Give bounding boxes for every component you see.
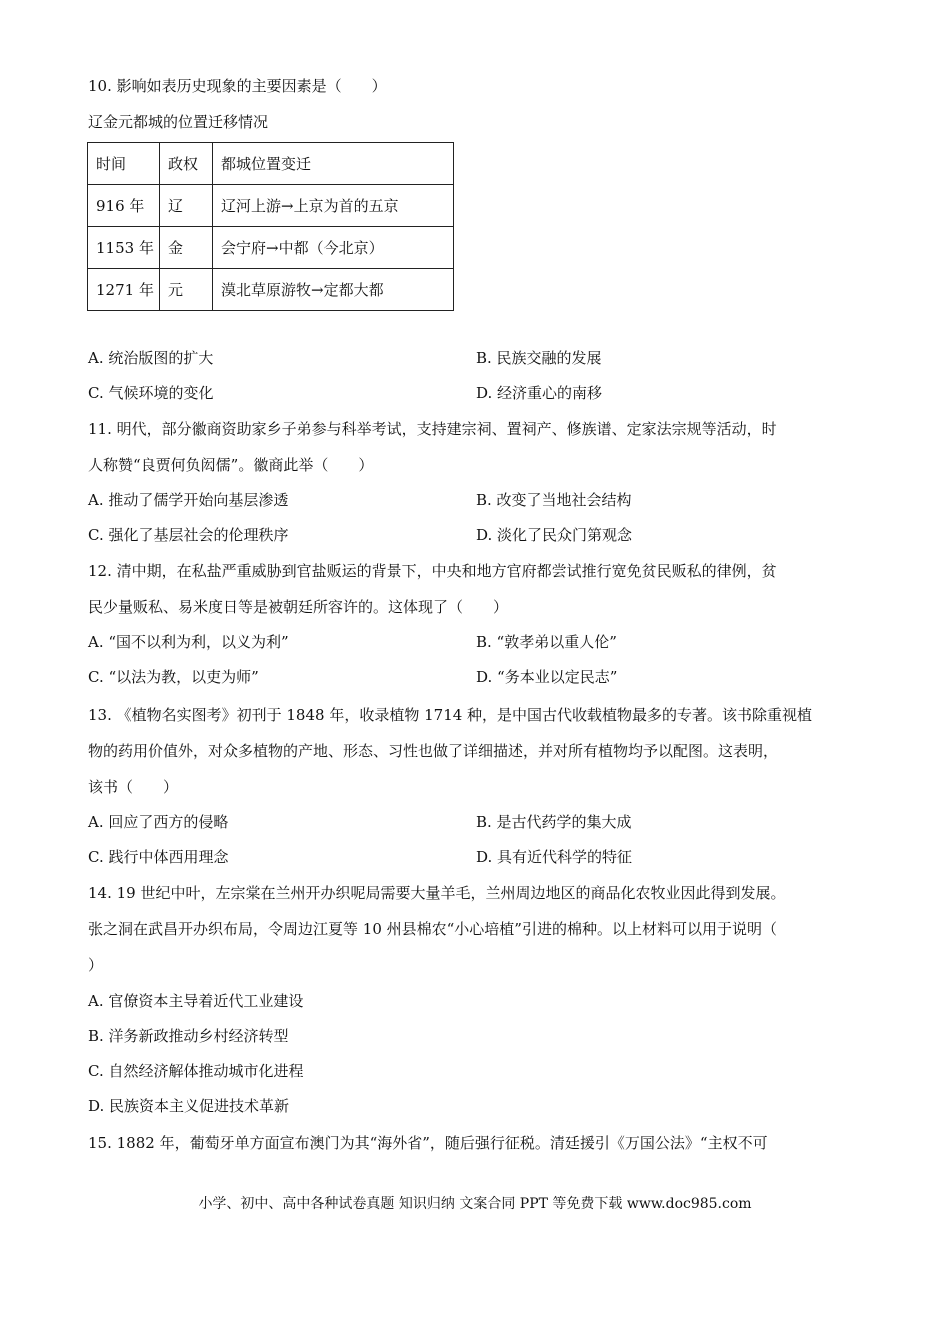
- table-header-cell: 政权: [160, 143, 213, 185]
- option-a: A. “国不以利为利，以义为利”: [88, 633, 289, 651]
- question-11-stem-line: 人称赞“良贾何负闳儒”。徽商此举（ ）: [88, 456, 374, 474]
- table-cell: 元: [160, 269, 213, 311]
- option-a: A. 统治版图的扩大: [88, 349, 214, 367]
- table-row: [88, 227, 454, 269]
- table-cell: 1153 年: [88, 227, 160, 269]
- option-c: C. 践行中体西用理念: [88, 848, 229, 866]
- table-cell: 辽: [160, 185, 213, 227]
- question-14-stem-line: 张之洞在武昌开办织布局，令周边江夏等 10 州县棉农“小心培植”引进的棉种。以上材料可以用于说明（: [88, 920, 777, 938]
- option-c: C. 强化了基层社会的伦理秩序: [88, 526, 289, 544]
- table-header-cell: 都城位置变迁: [213, 143, 454, 185]
- option-d: D. 淡化了民众门第观念: [476, 526, 633, 544]
- question-13-stem-line: 13. 《植物名实图考》初刊于 1848 年，收录植物 1714 种，是中国古代收载植物最多的专著。该书除重视植: [88, 706, 813, 724]
- table-cell: 916 年: [88, 185, 160, 227]
- question-12-stem-line: 民少量贩私、易米度日等是被朝廷所容许的。这体现了（ ）: [88, 598, 509, 616]
- option-d: D. 具有近代科学的特征: [476, 848, 633, 866]
- option-d: D. 民族资本主义促进技术革新: [88, 1097, 290, 1115]
- question-13-stem-line: 物的药用价值外，对众多植物的产地、形态、习性也做了详细描述，并对所有植物均予以配图。这表明，: [88, 742, 779, 760]
- option-a: A. 推动了儒学开始向基层渗透: [88, 491, 289, 509]
- page-footer: 小学、初中、高中各种试卷真题 知识归纳 文案合同 PPT 等免费下载 www.doc985.com: [198, 1196, 752, 1212]
- option-b: B. 是古代药学的集大成: [476, 813, 632, 831]
- option-b: B. “敦孝弟以重人伦”: [476, 633, 617, 651]
- table-row: [88, 185, 454, 227]
- option-c: C. 自然经济解体推动城市化进程: [88, 1062, 304, 1080]
- question-14-stem-line: 14. 19 世纪中叶，左宗棠在兰州开办织呢局需要大量羊毛，兰州周边地区的商品化农牧业因此得到发展。: [88, 884, 786, 902]
- question-11-stem-line: 11. 明代，部分徽商资助家乡子弟参与科举考试，支持建宗祠、置祠产、修族谱、定家法宗规等活动，时: [88, 420, 777, 438]
- table-cell: 会宁府→中都（今北京）: [213, 227, 454, 269]
- question-13-stem-line: 该书（ ）: [88, 778, 179, 796]
- table-cell: 漠北草原游牧→定都大都: [213, 269, 454, 311]
- table-cell: 金: [160, 227, 213, 269]
- table-title: 辽金元都城的位置迁移情况: [88, 113, 269, 131]
- option-b: B. 民族交融的发展: [476, 349, 602, 367]
- option-c: C. 气候环境的变化: [88, 384, 214, 402]
- question-14-stem-line: ）: [88, 956, 104, 974]
- table-header-cell: 时间: [88, 143, 160, 185]
- table-cell: 1271 年: [88, 269, 160, 311]
- option-a: A. 回应了西方的侵略: [88, 813, 229, 831]
- table-row: [88, 269, 454, 311]
- option-b: B. 改变了当地社会结构: [476, 491, 632, 509]
- capital-migration-table: [87, 142, 454, 311]
- option-d: D. 经济重心的南移: [476, 384, 603, 402]
- option-b: B. 洋务新政推动乡村经济转型: [88, 1027, 289, 1045]
- table-header-row: [88, 143, 454, 185]
- question-10-stem: 10. 影响如表历史现象的主要因素是（ ）: [88, 77, 387, 95]
- option-c: C. “以法为教，以吏为师”: [88, 668, 259, 686]
- question-15-stem-line: 15. 1882 年，葡萄牙单方面宣布澳门为其“海外省”，随后强行征税。清廷援引《万国公法》“主权不可: [88, 1134, 768, 1152]
- option-d: D. “务本业以定民志”: [476, 668, 618, 686]
- question-12-stem-line: 12. 清中期，在私盐严重威胁到官盐贩运的背景下，中央和地方官府都尝试推行宽免贫民贩私的律例，贫: [88, 562, 777, 580]
- option-a: A. 官僚资本主导着近代工业建设: [88, 992, 304, 1010]
- table-cell: 辽河上游→上京为首的五京: [213, 185, 454, 227]
